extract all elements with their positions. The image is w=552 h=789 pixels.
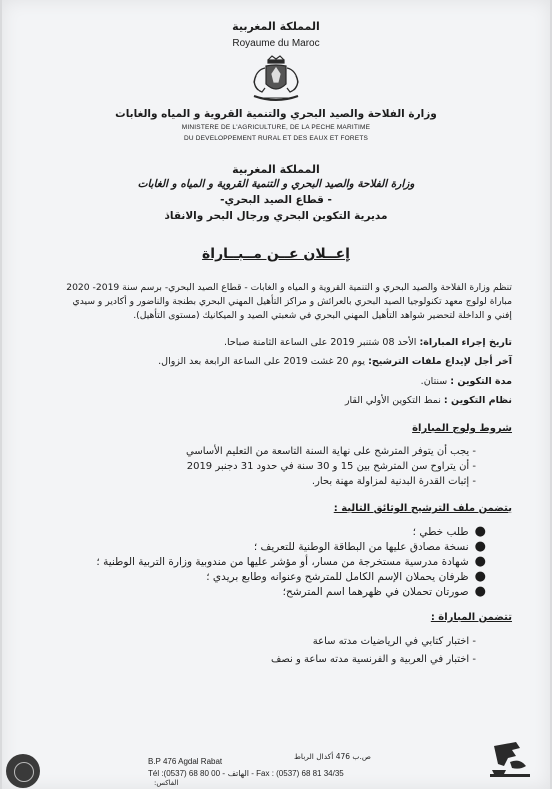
footer-bp-fr: B.P 476 Agdal Rabat	[148, 757, 223, 766]
page-title: إعــلان عــن مــبــاراة	[202, 246, 350, 262]
bullet-icon: ●	[474, 554, 486, 569]
fish-logo-icon	[486, 736, 534, 784]
duration-label: مدة التكوين :	[450, 376, 512, 387]
intro-line-3: إفني و الداخلة لتحضير شواهد التأهيل المهني البحري في شعبتي الصيد و الميكانيك (مستوى التأهيل).	[133, 310, 512, 321]
exam-item: - اختبار في العربية و الفرنسية مدته ساعة و نصف	[271, 654, 476, 665]
footer-tel-ar: - الهاتف	[222, 769, 250, 778]
training-system	[345, 395, 512, 406]
document-item: ●شهادة مدرسية مستخرجة من مسار، أو مؤشر عليها من مندوبية وزارة التربية الوطنية ؛	[96, 554, 486, 569]
subheader-ministry-ar: وزارة الفلاحة والصيد البحري و التنمية القروية و المياه و الغابات	[137, 178, 415, 190]
exam-date-value: الأحد 08 شتنبر 2019 على الساعة الثامنة صباحا.	[223, 337, 417, 348]
condition-item: - يجب أن يتوفر المترشح على نهاية السنة التاسعة من التعليم الأساسي	[185, 446, 476, 457]
exam-item: - اختبار كتابي في الرياضيات مدته ساعة	[312, 636, 476, 647]
kingdom-heading-fr: Royaume du Maroc	[232, 38, 320, 49]
circular-seal-icon	[6, 754, 40, 788]
kingdom-heading-ar: المملكة المغربية	[232, 20, 320, 33]
footer-bp-ar: ص.ب 476 أكدال الرباط	[294, 752, 371, 761]
training-duration	[421, 376, 512, 387]
document-page	[2, 0, 550, 789]
condition-item: - أن يتراوح سن المترشح بين 15 و 30 سنة في حدود 31 دجنبر 2019	[186, 461, 476, 472]
system-label: نظام التكوين :	[443, 395, 512, 406]
intro-line-1: تنظم وزارة الفلاحة والصيد البحري و التنمية القروية و المياه و الغابات - قطاع الصيد البحري- برسم سنة 2019- 2020	[66, 282, 512, 293]
footer-tel-fax	[148, 769, 344, 778]
deadline	[158, 356, 512, 367]
document-item: ●طلب خطي ؛	[412, 524, 486, 539]
moroccan-coat-of-arms-icon	[248, 54, 304, 104]
footer-fax-ar: الفاكس:	[154, 779, 179, 787]
bullet-icon: ●	[474, 524, 486, 539]
exam-date	[224, 337, 512, 348]
duration-value: سنتان.	[420, 376, 448, 387]
bullet-icon: ●	[474, 569, 486, 584]
condition-item: - إثبات القدرة البدنية لمزاولة مهنة بحار.	[311, 476, 476, 487]
documents-heading: يتضمن ملف الترشيح الوثائق التالية :	[333, 503, 512, 514]
bullet-icon: ●	[474, 539, 486, 554]
document-item: ●نسخة مصادق عليها من البطاقة الوطنية للتعريف ؛	[253, 539, 486, 554]
exam-date-label: تاريخ إجراء المباراة:	[419, 337, 512, 348]
system-value: نمط التكوين الأولي القار	[344, 395, 441, 406]
document-item: ●ظرفان يحملان الإسم الكامل للمترشح وعنوانه وطابع بريدي ؛	[206, 569, 486, 584]
ministry-heading-fr-line2: DU DEVELOPPEMENT RURAL ET DES EAUX ET FORETS	[183, 135, 369, 142]
ministry-heading-fr-line1: MINISTERE DE L'AGRICULTURE, DE LA PECHE MARITIME	[181, 124, 371, 131]
subheader-sector-ar: - قطاع الصيد البحري-	[220, 194, 332, 206]
ministry-heading-ar: وزارة الفلاحة والصيد البحري والتنمية القروية و المياه والغابات	[115, 108, 437, 120]
subheader-directorate-ar: مديرية التكوين البحري ورجال البحر والانقاذ	[164, 210, 388, 222]
subheader-kingdom-ar: المملكة المغربية	[232, 163, 320, 176]
document-item: ●صورتان تحملان في ظهرهما اسم المترشح؛	[282, 584, 486, 599]
conditions-heading: شروط ولوج المباراة	[412, 423, 512, 434]
bullet-icon: ●	[474, 584, 486, 599]
exam-heading: تتضمن المباراة :	[430, 612, 512, 623]
intro-line-2: مباراة لولوج معهد تكنولوجيا الصيد البحري بالعرائش و مراكز التأهيل المهني البحري بطنجة والناضور و أكادير و سيدي	[72, 296, 512, 307]
footer-fax-fr: - Fax : (0537) 68 81 34/35	[251, 769, 344, 778]
deadline-label: آخر أجل لإيداع ملفات الترشيح:	[368, 356, 512, 367]
footer-tel-fr: Tél :(0537) 68 80 00	[148, 769, 221, 778]
deadline-value: يوم 20 غشت 2019 على الساعة الرابعة بعد الزوال.	[158, 356, 366, 367]
